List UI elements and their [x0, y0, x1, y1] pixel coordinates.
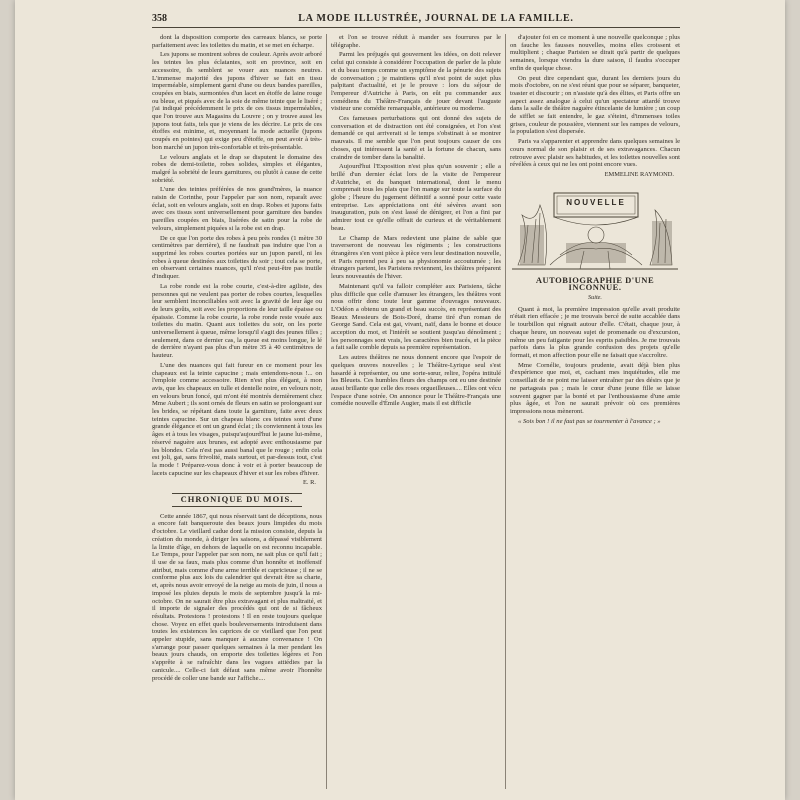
article-paragraph: Aujourd'hui l'Exposition n'est plus qu'un souvenir ; elle a brillé d'un dernier éclat lors de la visite de l'empereur d'Autriche, et du banquet international, dont le menu comprenait tous les plats que l'on mange sur toute la surface du globe ; l'heure du jugement définitif a sonné pour cette vaste entreprise. Les appréciations ont été sévères avant son inauguration, puis on s'est lassé de dénigrer, et l'on a fini par admirer tout ce qu'elle offrait de curieux et de véritablement beau.: [331, 163, 501, 232]
article-paragraph: De ce que l'on porte des robes à peu près rondes (1 mètre 30 centimètres par derrière), il ne faudrait pas induire que l'on a supprimé les robes courtes portées sur un jupon pareil, ni les robes à queue destinées aux toilettes du soir ; tout cela se porte, en observant certaines nuances, qu'il n'est peut-être pas inutile d'indiquer.: [152, 234, 322, 281]
column-right: [510, 34, 680, 789]
article-paragraph: L'une des nuances qui fait fureur en ce moment pour les chapeaux est la teinte capucine ; mais entendons-nous !... on l'emploie comme accessoire. Rien n'est plus élégant, à mon avis, que les chapeaux en tulle et dentelle noire, en velours noir, en velours brun foncé, qui m'ont été montrés dernièrement chez Mme Aubert ; ils sont ornés de fleurs en satin se prolongeant sur les brides, se répétant dans toute la garniture, faite avec deux teintes capucine. Sur un chapeau blanc ces teintes sont d'une grande élégance et ont un grand éclat ; ils conviennent à tous les âges et à tous les visages, puisqu'aujourd'hui le jaune lui-même, réservé naguère aux brunes, est adopté avec enthousiasme par les blondes. Cela n'est pas aussi banal que le rouge ; enfin cela est joli, gai, sans frivolité, mais surtout, et par-dessus tout, c'est la mode ! Préparez-vous donc à voir et à porter beaucoup de lacets capucine sur les chapeaux d'hiver et sur les robes d'hiver.: [152, 361, 322, 477]
journal-title: LA MODE ILLUSTRÉE, JOURNAL DE LA FAMILLE.: [298, 12, 574, 24]
article-paragraph: Ces fameuses perturbations qui ont donné des sujets de conversation et de distraction ont été consignées, et l'on s'est demandé ce qui arriverait si le temps s'obstinait à se montrer mauvais. Il me semble que l'on peut toujours causer de ces choses, qui intéressent la santé et la fortune de chacun, sans craindre de tomber dans la banalité.: [331, 115, 501, 161]
article-paragraph: Parmi les préjugés qui gouvernent les idées, on doit relever celui qui consiste à considérer l'occupation de parler de la pluie et du beau temps comme un symptôme de la pénurie des sujets de conversation ; je maintiens qu'il n'est point de sujet plus palpitant d'actualité, et je le prouve : lors du séjour de l'empereur d'Autriche à Paris, on eût pu commander aux comédiens du Théâtre-Français de jouer devant l'auguste visiteur une comédie remarquable, antérieure ou moderne.: [331, 51, 501, 113]
story-title: AUTOBIOGRAPHIE D'UNE INCONNUE.: [535, 274, 655, 293]
article-signature: E. R.: [303, 479, 316, 487]
newspaper-page: [15, 0, 785, 800]
article-paragraph: Paris va s'apparenter et apprendre dans quelques semaines le cours normal de son plaisir et de ses extravagances. Chacun retrouve avec plaisir ses habitudes, et les toilettes nouvelles sont révélées à ceux qui ne les ont point encore vues.: [510, 138, 680, 169]
article-paragraph: dont la disposition comporte des carreaux blancs, se porte parfaitement avec les toilettes du matin, et se met en écharpe.: [152, 34, 322, 49]
nouvelle-banner-illustration: [510, 185, 680, 273]
column-divider: [326, 34, 327, 789]
article-paragraph: Les jupons se montrent sobres de couleur. Après avoir arboré les teintes les plus éclatantes, soit en province, soit en accessoire, ils semblent se vouer aux nuances neutres. L'immense majorité des jupons d'hiver se fait en tissu imperméable, simplement garni d'une ou deux bandes pareilles, coupées en biais, surmontées d'un lacet en étoffe de laine rouge ou bleue, et piqués avec de la soie de même teinte que le liséré ; j'ai indiqué précédemment le prix de ces tissus imperméables, que l'on trouve aux Magasins du Louvre ; on y trouve aussi les jupons tout faits, tels que je viens de les décrire. Le prix de ces étoffes est minime, et, moyennant la mode actuelle (jupons coupés en pointes) qui exige peu d'étoffe, on peut avoir à très-bon marché un jupon très-confortable et très-présentable.: [152, 51, 322, 151]
article-paragraph: Les autres théâtres ne nous donnent encore que l'espoir de quelques œuvres nouvelles ; le Théâtre-Lyrique seul s'est hasardé à représenter, ou une sorte-sœur, relire, l'opéra intitulé les Bleuets. Ces humbles fleurs des champs ont eu une destinée aussi brillante que celle des roses orgueilleuses.... Elles ont vécu l'espace d'une soirée. On annonce pour le Théâtre-Français une comédie nouvelle d'Émile Augier, mais il est difficile: [331, 354, 501, 408]
story-paragraph: Mme Cornélie, toujours prudente, avait déjà bien plus d'expérience que moi, et, cachant mes inquiétudes, elle me conseillait de ne point me laisser entraîner par des désirs que je ne partageais pas ; mais le cœur d'une jeune fille se laisse souvent gagner par la bonté et par l'enthousiasme d'une amie plus âgée, et l'on ne saurait prévoir où ces premières impressions nous mèneront.: [510, 361, 680, 415]
page-number: 358: [152, 12, 167, 24]
article-paragraph: Le Champ de Mars redevient une plaine de sable que traverseront de nouveau les régiments ; les constructions étrangères s'en vont pièce à pièce vers leur destination nouvelle, et Paris reprend peu à peu sa physionomie accoutumée ; les étrangers partent, les Parisiens reviennent, les théâtres préparent leurs nouveautés de l'hiver.: [331, 234, 501, 281]
story-subtitle: Suite.: [588, 294, 602, 302]
column-middle: [331, 34, 501, 789]
article-paragraph: d'ajouter foi en ce moment à une nouvelle quelconque ; plus on fauche les fausses nouvelles, moins elles croissent et multiplient ; chaque Parisien se dirait qu'à partir de quelques semaines, lorsque viendra la dure saison, il faudra s'occuper enfin de quelque chose.: [510, 34, 680, 72]
chronique-paragraph: Cette année 1867, qui nous réservait tant de déceptions, nous a encore fait banqueroute des beaux jours limpides du mois d'octobre. Le vieillard cadue dont la mission consiste, depuis la création du monde, à diriger les saisons, a dépassé visiblement la limite d'âge, en dehors de laquelle on est reconnu incapable. Le Temps, pour l'appeler par son nom, ne sait plus ce qu'il fait ; il use de sa faux, mais plus comme d'un honnête et inoffensif attribut, mais comme d'une arme terrible et capricieuse ; il ne se conforme plus aux lois du calendrier qui devrait être sa charte, et, après nous avoir envoyé de la neige au mois de juin, il nous a imposé les pluies depuis le mois de septembre jusqu'à la mi-octobre. On ne saurait être plus extravagant et plus maltraité, et il importe de signaler des procédés qui ont de si fâcheux résultats. Protestons ! protestons ! Il en reste toujours quelque chose. Voyez en effet quels bouleversements introduisent dans toutes les existences les caprices de ce vieillard que l'on peut appeler stupide, sans manquer à aucune convenance ! On s'arrange pour passer quelques semaines à la mer pendant les beaux jours chauds, on emporte des toilettes légères et l'on s'apprête à se rafraîchir dans les vagues attiédies par la canicule.... Celle-ci fait défaut sans même avoir l'honnête procédé de coller une bande sur l'affiche....: [152, 512, 322, 682]
article-paragraph: Le velours anglais et le drap se disputent le domaine des robes de demi-toilette, robes solides, simples et élégantes, malgré la sobriété de leurs garnitures, ou plutôt à cause de cette sobriété.: [152, 153, 322, 184]
article-paragraph: On peut dire cependant que, durant les derniers jours du mois d'octobre, on ne s'est réuni que pour se séparer, banqueter, toaster et discourir ; on n'assiste qu'à des élites, et Paris offre un aspect assez analogue à celui qu'un spectateur attardé trouve dans la salle de théâtre naguère étincelante de lumière ; un coup de sifflet se fait entendre, le gaz s'éteint, d'immenses toiles grises, couleur de poussière, viennent sur les rampes de velours, la population s'est dispersée.: [510, 74, 680, 136]
story-paragraph: « Sois bon ! il ne faut pas se tourmenter à l'avance ; »: [518, 417, 661, 425]
article-signature: EMMELINE RAYMOND.: [604, 170, 674, 178]
banner-label: NOUVELLE: [566, 197, 626, 207]
column-divider: [505, 34, 506, 789]
page-header: [152, 10, 680, 26]
article-paragraph: et l'on se trouve réduit à mander ses fourrures par le télégraphe.: [331, 34, 501, 49]
article-paragraph: L'une des teintes préférées de nos grand'mères, la nuance raisin de Corinthe, pour l'appeler par son nom, reparaît avec éclat, soit en velours anglais, soit en drap. Robes et jupons faits avec ces tissus sont universellement pour garniture des bandes pareilles coupées en biais, lisérées de satin pour la robe de velours, simplement piquées si la robe est en drap.: [152, 186, 322, 232]
section-title: CHRONIQUE DU MOIS.: [172, 493, 302, 507]
header-rule: [152, 27, 680, 28]
article-paragraph: Maintenant qu'il va falloir compléter aux Parisiens, tâche plus difficile que celle d'amuser les étrangers, les théâtres vont nous offrir donc toute leur gamme d'ouvrages nouveaux. L'Odéon a obtenu un grand et beau succès, en représentant des Beaux Messieurs de Bois-Doré, drame tiré d'un roman de George Sand. Cela est gai, vivant, naïf, dans le bonne et douce acception du mot, et l'intérêt se soutient jusqu'au dénoûment ; les personnages sont vrais, les caractères bien tracés, et la pièce a fait salle comble depuis sa première représentation.: [331, 282, 501, 352]
article-paragraph: La robe ronde est la robe courte, c'est-à-dire agiliste, des personnes qui ne veulent pas porter de robes courtes, lesquelles leur semblent inconciliables soit avec la gravité de leur âge ou de leurs goûts, soit avec les proportions de leur taille épaisse ou épaissie. Comme la robe courte, la robe ronde reste vouée aux toilettes du matin. Quant aux toilettes du soir, on les porte universellement à queue, même lorsqu'il s'agit des jeunes filles ; seulement, dans ce dernier cas, la queue est moins longue, le lé de derrière n'ayant pas plus d'un mètre 35 à 40 centimètres de hauteur.: [152, 282, 322, 360]
story-paragraph: Quant à moi, la première impression qu'elle avait produite n'était rien effacée ; je me trouvais bercé de suite accablée dans le tourbillon qui régnait autour d'elle. C'était, chaque jour, à chaque heure, un nouveau sujet de promenade ou d'excursion, même un peu fatigante pour les esprits paisibles. Je me trouvais parfois dans la plus grande confusion des projets qu'elle formait, et mon affection pour elle ne faisait que s'accroître.: [510, 305, 680, 359]
column-left: [152, 34, 322, 789]
